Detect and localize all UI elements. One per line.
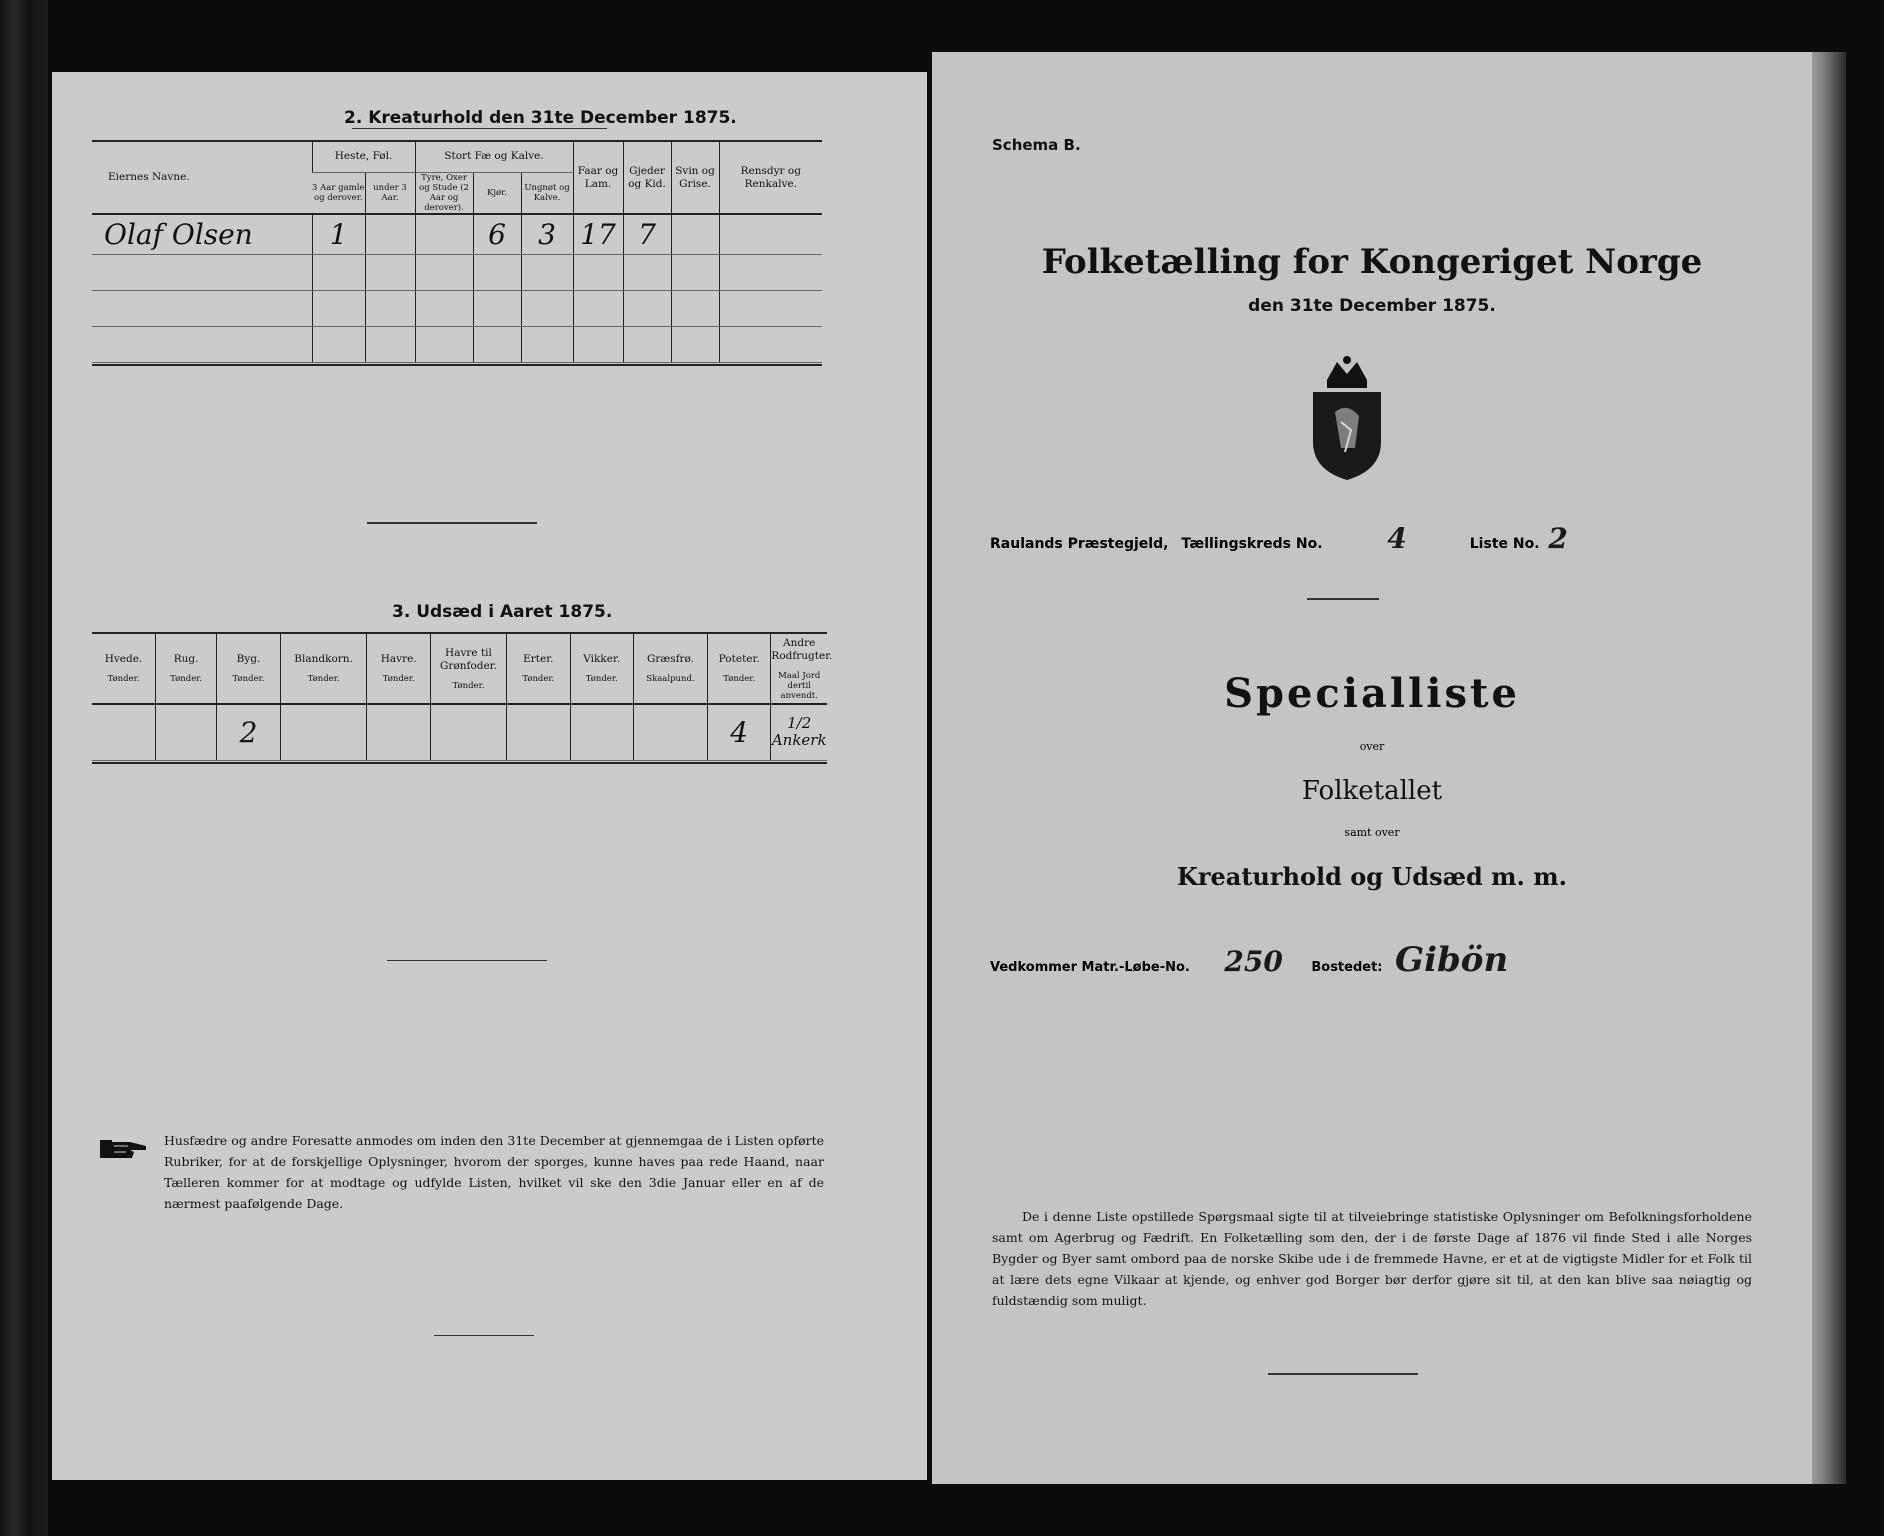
sowing-header-unit: Tønder. (107, 674, 140, 684)
bostedet-label: Bostedet: (1311, 960, 1383, 975)
sowing-value-cell (633, 704, 707, 760)
matr-label: Vedkommer Matr.-Løbe-No. (990, 960, 1190, 975)
explanation-paragraph: De i denne Liste opstillede Spørgsmaal sigte til at tilveiebringe statistiske Oplysninger om Befolkningsforholdene samt om Agerbrug og Fædrift. En Folketælling som den, der i de første Dage af 1876 vil finde Sted i alle Norges Bygder og Byer samt ombord paa de norske Skibe ude i de fremmede Havne, er et at de vigtigste Midler for et Folk til at lære dets egne Vilkaar at kjende, og enhver god Borger bør derfor gjøre sit til, at den kan blive saa nøiagtig og fuldstændig som muligt. (992, 1209, 1752, 1308)
header-heste-3plus: 3 Aar gamle og derover. (312, 172, 365, 214)
header-kjor: Kjør. (473, 172, 521, 214)
header-heste: Heste, Føl. (312, 142, 415, 172)
sowing-value-cell (155, 704, 216, 760)
coat-of-arms-icon (1305, 352, 1389, 482)
cell-ungnot: 3 (521, 214, 573, 254)
livestock-table (92, 142, 822, 363)
sowing-value-cell (507, 704, 570, 760)
sowing-header-name: Græsfrø. (646, 653, 694, 665)
sowing-header-name: Byg. (236, 653, 261, 665)
header-tyre: Tyre, Oxer og Stude (2 Aar og derover). (415, 172, 473, 214)
sowing-bottom-rule (92, 762, 827, 764)
section3-title: 3. Udsæd i Aaret 1875. (392, 602, 613, 622)
right-page (932, 52, 1812, 1484)
sowing-value-cell: 1/2 Ankerk (771, 704, 827, 760)
sowing-header-name: Erter. (523, 653, 554, 665)
sowing-header-cell (155, 634, 216, 704)
list-label: Liste No. (1469, 536, 1540, 552)
sowing-header-unit: Tønder. (307, 674, 340, 684)
sowing-header-cell (707, 634, 770, 704)
cell-kjor: 6 (473, 214, 521, 254)
header-owner: Eiernes Navne. (92, 142, 312, 214)
table-row (92, 290, 822, 326)
district-label: Tællingskreds No. (1181, 536, 1323, 552)
sowing-header-name: Vikker. (583, 653, 621, 665)
sowing-value-cell: 4 (707, 704, 770, 760)
date-line: den 31te December 1875. (1248, 296, 1496, 316)
parish-label: Raulands Præstegjeld, (990, 536, 1169, 552)
sowing-header-unit: Maal Jord dertil anvendt. (778, 670, 821, 701)
sowing-header-cell (507, 634, 570, 704)
left-binding-edge (0, 0, 48, 1536)
sowing-table (92, 634, 833, 761)
over-text: over (1359, 740, 1385, 753)
table-bottom-rule (92, 364, 822, 366)
cell-faar: 17 (573, 214, 623, 254)
sowing-header-name: Rug. (173, 653, 199, 665)
title-underline (352, 128, 607, 129)
sowing-header-name: Havre. (380, 653, 417, 665)
owner-name: Olaf Olsen (92, 214, 312, 254)
left-page (52, 72, 927, 1480)
bostedet-value: Gibön (1395, 940, 1509, 980)
sowing-header-unit: Tønder. (723, 674, 756, 684)
sowing-value-cell (570, 704, 633, 760)
folketallet-heading: Folketallet (1301, 776, 1443, 806)
cell-heste-under3 (365, 214, 415, 254)
sowing-header-unit: Tønder. (232, 674, 265, 684)
header-heste-under3: under 3 Aar. (365, 172, 415, 214)
header-faar: Faar og Lam. (573, 142, 623, 214)
separator (367, 522, 537, 524)
sowing-value-cell (367, 704, 430, 760)
sowing-header-cell (771, 634, 833, 704)
section2-title: 2. Kreaturhold den 31te December 1875. (344, 108, 737, 128)
sowing-header-unit: Tønder. (522, 674, 555, 684)
sowing-header-cell (570, 634, 633, 704)
right-binding-edge (1812, 52, 1846, 1484)
table-row (92, 214, 822, 254)
separator (1307, 598, 1379, 600)
pointing-hand-icon (100, 1134, 148, 1164)
sowing-value-cell: 2 (217, 704, 280, 760)
matr-line (990, 940, 1508, 980)
schema-label: Schema B. (992, 136, 1081, 154)
kreaturhold-heading: Kreaturhold og Udsæd m. m. (1177, 862, 1567, 891)
district-number: 4 (1387, 522, 1407, 555)
sowing-header-cell (280, 634, 367, 704)
table-row (92, 704, 827, 760)
header-ungnot: Ungnøt og Kalve. (521, 172, 573, 214)
matr-number: 250 (1224, 945, 1283, 978)
sowing-value-cell (92, 704, 155, 760)
cell-tyre (415, 214, 473, 254)
table-row (92, 326, 822, 362)
header-stort-fae: Stort Fæ og Kalve. (415, 142, 573, 172)
sowing-header-name: Havre til Grønfoder. (440, 646, 497, 672)
sowing-header-cell (633, 634, 707, 704)
sowing-header-name: Blandkorn. (294, 653, 353, 665)
sowing-value-cell (280, 704, 367, 760)
cell-rensdyr (719, 214, 822, 254)
separator (434, 1335, 534, 1336)
sowing-header-unit: Tønder. (452, 680, 485, 691)
header-gjeder: Gjeder og Kid. (623, 142, 671, 214)
separator (1268, 1373, 1418, 1375)
separator (387, 960, 547, 961)
sowing-header-cell (92, 634, 155, 704)
sowing-header-name: Andre Rodfrugter. (771, 636, 833, 662)
sowing-header-unit: Skaalpund. (646, 674, 695, 684)
sowing-header-unit: Tønder. (170, 674, 203, 684)
notice-text: Husfædre og andre Foresatte anmodes om inden den 31te December at gjennemgaa de i Listen opførte Rubriker, for at de forskjellige Oplysninger, hvorom der sporges, kunne haves paa rede Haand, naar Tælleren kommer for at modtage og udfylde Listen, hvilket vil ske den 3die Januar eller en af de nærmest paafølgende Dage. (164, 1133, 824, 1211)
sowing-header-name: Hvede. (104, 653, 143, 665)
sowing-header-unit: Tønder. (585, 674, 618, 684)
cell-heste-3plus: 1 (312, 214, 365, 254)
specialliste-heading: Specialliste (1224, 670, 1520, 717)
parish-line (990, 522, 1568, 555)
header-svin: Svin og Grise. (671, 142, 719, 214)
sowing-header-cell (430, 634, 506, 704)
header-rensdyr: Rensdyr og Renkalve. (719, 142, 822, 214)
list-number: 2 (1548, 522, 1568, 555)
sowing-header-name: Poteter. (718, 653, 760, 665)
sowing-header-cell (217, 634, 280, 704)
main-title: Folketælling for Kongeriget Norge (1041, 242, 1703, 282)
sowing-value-cell (430, 704, 506, 760)
cell-svin (671, 214, 719, 254)
sowing-header-cell (367, 634, 430, 704)
samt-over-text: samt over (1344, 826, 1400, 839)
sowing-header-unit: Tønder. (382, 674, 415, 684)
cell-gjeder: 7 (623, 214, 671, 254)
table-row (92, 254, 822, 290)
